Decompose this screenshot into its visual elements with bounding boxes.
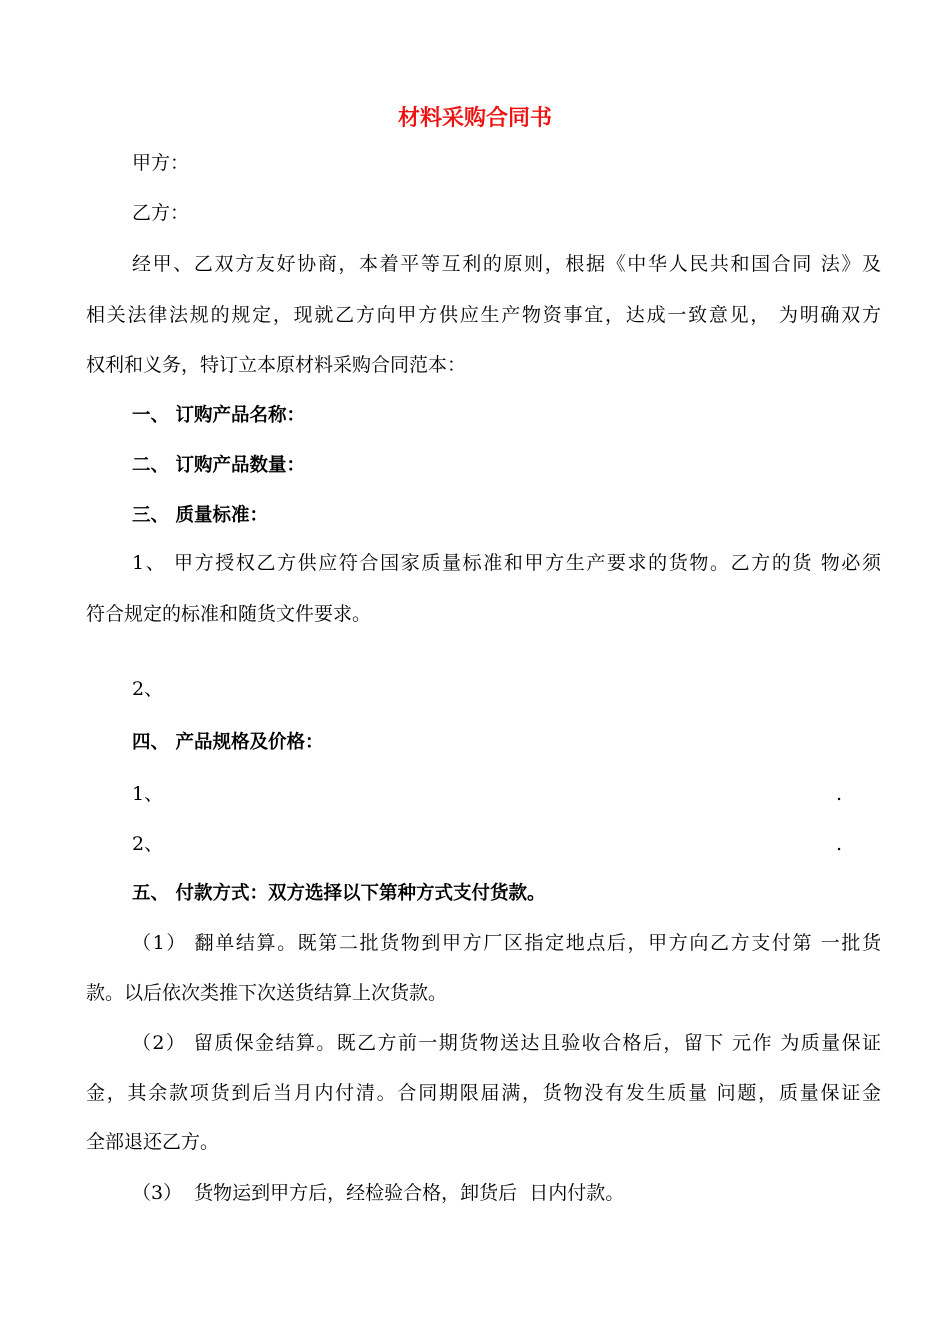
section-2-heading: 二、 订购产品数量： [132,455,305,476]
payment-option-1-line-1: （1） 翻单结算。既第二批货物到甲方厂区指定地点后，甲方向乙方支付第 一批货 [132,932,881,954]
payment-option-2-line-2: 金，其余款项货到后当月内付清。合同期限届满，货物没有发生质量 问题，质量保证金 [86,1082,881,1104]
payment-option-1-line-2: 款。以后依次类推下次送货结算上次货款。 [86,982,448,1004]
payment-option-2-line-3: 全部退还乙方。 [86,1131,220,1153]
party-b-label: 乙方： [132,202,190,224]
spec-item-2-dot: . [836,833,843,855]
document-title: 材料采购合同书 [397,106,552,131]
party-a-label: 甲方： [132,152,190,174]
section-4-heading: 四、 产品规格及价格： [132,732,324,753]
intro-line-1: 经甲、乙双方友好协商，本着平等互利的原则，根据《中华人民共和国合同 法》及 [132,253,881,275]
spec-item-2: 2、 [132,833,164,855]
section-3-heading: 三、 质量标准： [132,505,268,526]
quality-item-1-line-2: 符合规定的标准和随货文件要求。 [86,603,372,625]
payment-option-3: （3） 货物运到甲方后，经检验合格，卸货后 日内付款。 [132,1182,625,1204]
section-5-heading: 五、 付款方式：双方选择以下第种方式支付货款。 [132,883,546,904]
intro-line-3: 权利和义务，特订立本原材料采购合同范本： [86,354,467,376]
spec-item-1: 1、 [132,783,164,805]
quality-item-1-line-1: 1、 甲方授权乙方供应符合国家质量标准和甲方生产要求的货物。乙方的货 物必须 [132,552,881,574]
payment-option-2-line-1: （2） 留质保金结算。既乙方前一期货物送达且验收合格后，留下 元作 为质量保证 [132,1032,881,1054]
section-1-heading: 一、 订购产品名称： [132,405,305,426]
quality-item-2: 2、 [132,678,164,700]
intro-line-2: 相关法律法规的规定，现就乙方向甲方供应生产物资事宜，达成一致意见， 为明确双方 [86,304,881,326]
spec-item-1-dot: . [836,783,843,805]
